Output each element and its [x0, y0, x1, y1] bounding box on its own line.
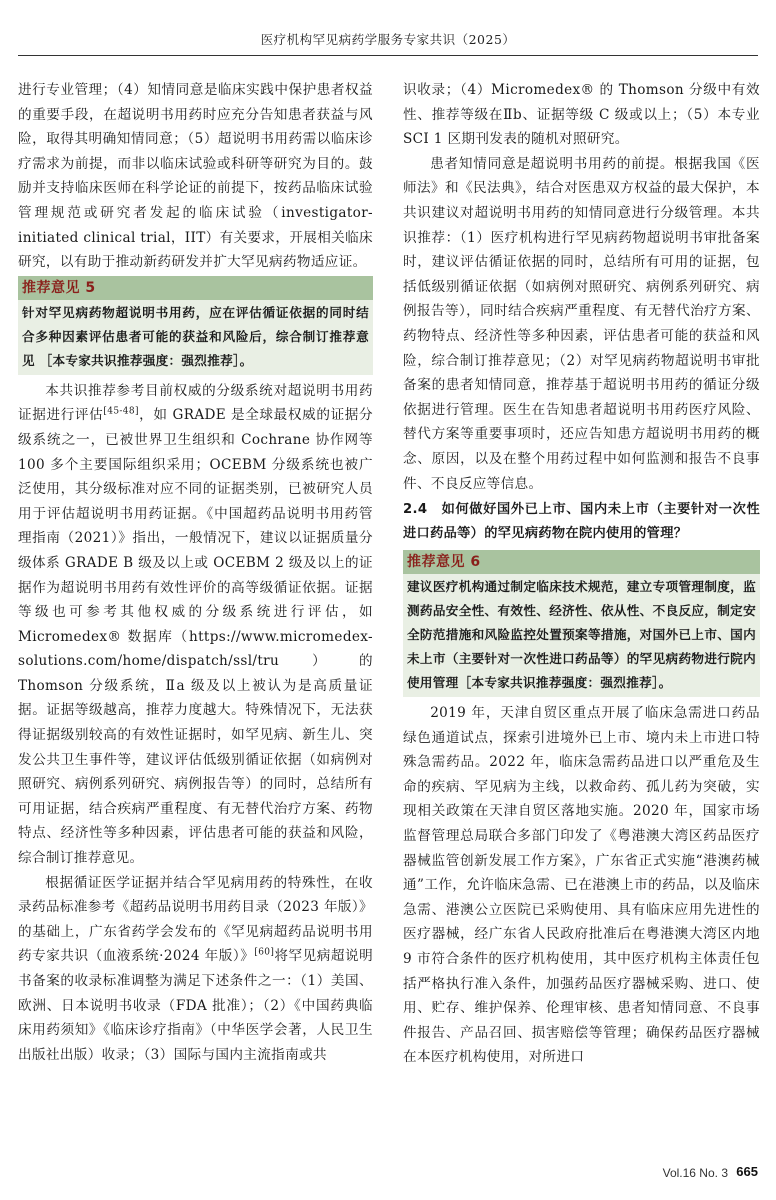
- recommendation-5-body: 针对罕见病药物超说明书用药，应在评估循证依据的同时结合多种因素评估患者可能的获益和风险后，综合制订推荐意见 ［本专家共识推荐强度：强烈推荐］。: [18, 300, 373, 375]
- page-number: 665: [736, 1164, 758, 1179]
- recommendation-5-title: 推荐意见 5: [18, 276, 373, 300]
- paragraph: 识收录；（4）Micromedex® 的 Thomson 分级中有效性、推荐等级在Ⅱb、证据等级 C 级或以上；（5）本专业 SCI 1 区期刊发表的随机对照研究。: [403, 82, 760, 148]
- recommendation-6-title: 推荐意见 6: [403, 550, 760, 574]
- paragraph-text: 将罕见病超说明书备案的收录标准调整为满足下述条件之一：（1）美国、欧洲、日本说明书收录（FDA 批准）；（2）《中国药典临床用药须知》《临床诊疗指南》（中华医学会著，人民卫生出版社出版）收录；（3）国际与国内主流指南或共: [18, 948, 374, 1063]
- paragraph-text: ，如 GRADE 是全球最权威的证据分级系统之一，已被世界卫生组织和 Cochrane 协作网等 100 多个主要国际组织采用；OCEBM 分级系统也被广泛使用，其分级标准对应不同的证据类别，已被研究人员用于评估超说明书用药证据。《中国超药品说明书用药管理指南（2021）》指出，一般情况下，建议以证据质量分级体系 GRADE B 级及以上或 OCEBM 2 级及以上的证据作为超说明书用药有效性评价的高等级循证依据。证据等级也可参考其他权威的分级系统进行评估，如 Micromedex® 数据库（https://www.micromedex-solutions.com/home/dispatch/ssl/tru）的 Thomson 分级系统，Ⅱa 级及以上被认为是高质量证据。证据等级越高，推荐力度越大。特殊情况下，无法获得证据级别较高的有效性证据时，如罕见病、新生儿、突发公共卫生事件等，建议评估低级别循证依据（如病例对照研究、病例系列研究、病例报告等）的同时，总结所有可用证据，结合疾病严重程度、有无替代治疗方案、药物特点、经济性等多种因素，评估患者可能的获益和风险，综合制订推荐意见。: [18, 407, 373, 867]
- paragraph: 进行专业管理；（4）知情同意是临床实践中保护患者权益的重要手段，在超说明书用药时应充分告知患者获益与风险，取得其明确知情同意；（5）超说明书用药需以临床诊疗需求为前提，而非以临床试验或科研等研究为目的。鼓励并支持临床医师在科学论证的前提下，按药品临床试验管理规范或研究者发起的临床试验（investigator-initiated clinical trial，IIT）有关要求，开展相关临床研究，以有助于推动新药研发并扩大罕见病药物适应证。: [18, 82, 373, 271]
- header-rule: [18, 55, 758, 56]
- journal-volume: Vol.16 No. 3: [662, 1166, 728, 1180]
- right-column: [403, 78, 760, 1070]
- paragraph: 2019 年，天津自贸区重点开展了临床急需进口药品绿色通道试点，探索引进境外已上市、境内未上市进口特殊急需药品。2022 年，临床急需药品进口以严重危及生命的疾病、罕见病为主线，以救命药、孤儿药为突破，实现相关政策在天津自贸区落地实施。2020 年，国家市场监督管理总局联合多部门印发了《粤港澳大湾区药品医疗器械监管创新发展工作方案》，广东省正式实施“港澳药械通”工作，允许临床急需、已在港澳上市的药品，以及临床急需、港澳公立医院已采购使用、具有临床应用先进性的医疗器械，经广东省人民政府批准后在粤港澳大湾区内地 9 市符合条件的医疗机构使用，其中医疗机构主体责任包括严格执行准入条件，加强药品医疗器械采购、进口、使用、贮存、维护保养、伦理审核、患者知情同意、不良事件报告、产品召回、损害赔偿等管理；确保药品医疗器械在本医疗机构使用，对所进口: [403, 705, 760, 1066]
- paragraph: [18, 379, 373, 871]
- section-heading: 2.4 如何做好国外已上市、国内未上市（主要针对一次性进口药品等）的罕见病药物在院内使用的管理？: [403, 502, 760, 542]
- recommendation-6-body: 建议医疗机构通过制定临床技术规范，建立专项管理制度，监测药品安全性、有效性、经济性、依从性、不良反应，制定安全防范措施和风险监控处置预案等措施，对国外已上市、国内未上市（主要针对一次性进口药品等）的罕见病药物进行院内使用管理［本专家共识推荐强度：强烈推荐］。: [403, 574, 760, 697]
- paragraph-text: 根据循证医学证据并结合罕见病用药的特殊性，在收录药品标准参考《超药品说明书用药目录（2023 年版）》的基础上，广东省药学会发布的《罕见病超药品说明书用药专家共识（血液系统·2024 年版）》: [18, 874, 373, 965]
- running-header: 医疗机构罕见病药学服务专家共识（2025）: [260, 32, 516, 47]
- left-column: [18, 78, 373, 1067]
- citation-ref: [45-48]: [103, 406, 139, 417]
- citation-ref: [60]: [254, 947, 275, 958]
- paragraph: 患者知情同意是超说明书用药的前提。根据我国《医师法》和《民法典》，结合对医患双方权益的最大保护，本共识建议对超说明书用药的知情同意进行分级管理。本共识推荐：（1）医疗机构进行罕见病药物超说明书审批备案时，建议评估循证依据的同时，总结所有可用的证据，包括低级别循证依据（如病例对照研究、病例系列研究、病例报告等），同时结合疾病严重程度、有无替代治疗方案、药物特点、经济性等多种因素，评估患者可能的获益和风险，综合制订推荐意见；（2）对罕见病药物超说明书审批备案的患者知情同意，推荐基于超说明书用药的循证分级依据进行管理。医生在告知患者超说明书用药医疗风险、替代方案等重要事项时，还应告知患方超说明书用药的概念、原因，以及在整个用药过程中如何监测和报告不良事件、不良反应等信息。: [403, 155, 760, 492]
- paragraph: [18, 871, 373, 1068]
- paragraph-text: 本共识推荐参考目前权威的分级系统对超说明书用药证据进行评估: [18, 382, 373, 424]
